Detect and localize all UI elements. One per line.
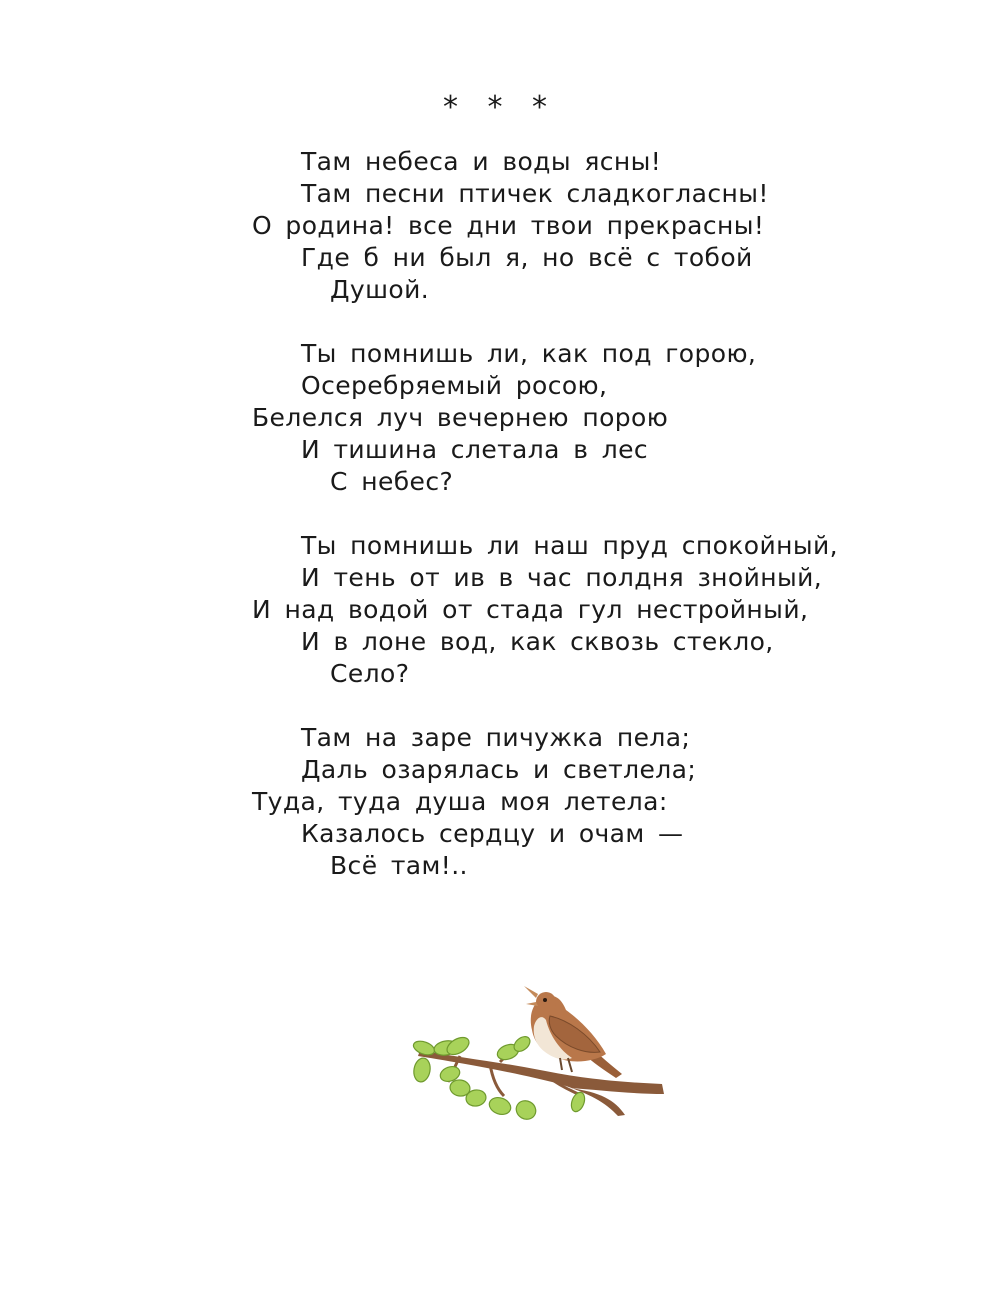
stanza-separator: * * * [442, 90, 558, 125]
stanza-2 [252, 338, 892, 498]
bird-beak [524, 986, 538, 998]
poem [252, 146, 892, 914]
stanza-4 [252, 722, 892, 882]
poem-line: Ты помнишь ли наш пруд спокойный, [301, 531, 839, 560]
poem-line: Где б ни был я, но всё с тобой [301, 243, 753, 272]
poem-line: С небес? [330, 467, 454, 496]
stanza-3 [252, 530, 892, 690]
songbird-on-branch-icon [400, 970, 680, 1130]
poem-line: Осеребряемый росою, [301, 371, 608, 400]
stanza-1 [252, 146, 892, 306]
poem-line: Казалось сердцу и очам — [301, 819, 684, 848]
poem-line: Туда, туда душа моя летела: [252, 787, 668, 816]
poem-line: Белелся луч вечернею порою [252, 403, 669, 432]
poem-line: О родина! все дни твои прекрасны! [252, 211, 765, 240]
poem-line: И над водой от стада гул нестройный, [252, 595, 809, 624]
poem-line: Ты помнишь ли, как под горою, [301, 339, 757, 368]
bird-eye [543, 998, 547, 1002]
poem-line: Душой. [330, 275, 430, 304]
poem-line: Там на заре пичужка пела; [301, 723, 691, 752]
poem-line: И тишина слетала в лес [301, 435, 649, 464]
poem-line: И тень от ив в час полдня знойный, [301, 563, 823, 592]
poem-line: Даль озарялась и светлела; [301, 755, 697, 784]
poem-line: Село? [330, 659, 410, 688]
poem-line: Всё там!.. [330, 851, 468, 880]
poem-line: Там песни птичек сладкогласны! [301, 179, 769, 208]
bird-head [536, 992, 556, 1012]
poem-line: И в лоне вод, как сквозь стекло, [301, 627, 774, 656]
poem-line: Там небеса и воды ясны! [301, 147, 662, 176]
